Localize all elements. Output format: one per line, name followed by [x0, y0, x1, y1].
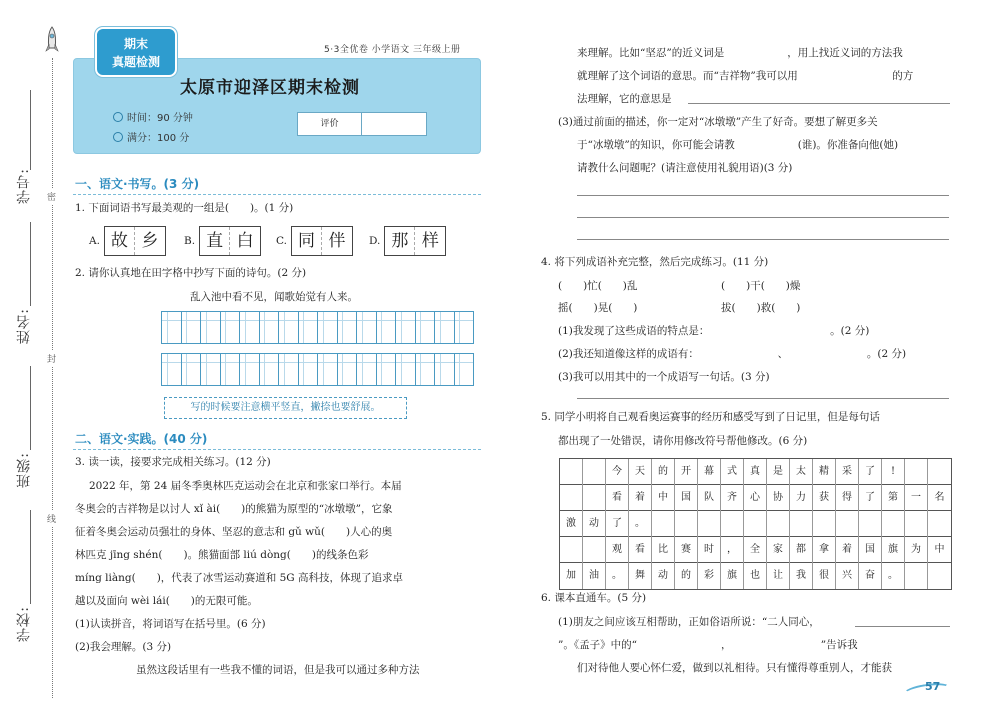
answer-line[interactable]: [855, 626, 950, 627]
part1-title: 一、语文·书写。(3 分): [75, 177, 200, 191]
option-d[interactable]: [369, 226, 446, 256]
q5-stem-line: 都出现了一处错误，请你用修改符号帮他修改。(6 分): [558, 435, 808, 447]
diary-cell: 观: [606, 537, 629, 563]
diary-cell: 中: [652, 485, 675, 511]
diary-cell: [583, 485, 606, 511]
binding-margin: [0, 0, 70, 707]
exam-title: 太原市迎泽区期末检测: [180, 78, 360, 98]
score-info: [113, 129, 189, 144]
diary-cell: 式: [721, 459, 744, 485]
poem-line: 乱入池中看不见，闻歌始觉有人来。: [190, 291, 358, 303]
passage-line: 征着冬奥会运动员强壮的身体、坚忍的意志和 gǔ wǔ( )人心的奥: [75, 526, 393, 538]
diary-row: [560, 485, 951, 511]
diary-cell: [928, 459, 951, 485]
name-label: 姓名:: [16, 308, 32, 344]
diary-cell: [859, 511, 882, 537]
q3-sub1: (1)认读拼音，将词语写在括号里。(6 分): [75, 618, 266, 630]
diary-cell: 油: [583, 563, 606, 589]
diary-cell: 。: [606, 563, 629, 589]
q3-cont-line: 就理解了这个词语的意思。而“吉祥物”我可以用 的方: [577, 70, 914, 82]
q3-sub2-text: 虽然这段话里有一些我不懂的词语，但是我可以通过多种方法: [136, 664, 420, 676]
idiom-blank[interactable]: ( )干( )燥: [721, 280, 801, 292]
char-cell: 伴: [328, 231, 346, 251]
student-number-label: 学号:: [16, 168, 32, 204]
diary-cell: [744, 511, 767, 537]
diary-cell: 都: [790, 537, 813, 563]
diary-cell: 第: [882, 485, 905, 511]
check-circle-icon: [113, 132, 123, 142]
name-field[interactable]: [30, 222, 31, 306]
char-cell: 故: [105, 227, 135, 255]
diary-cell: 真: [744, 459, 767, 485]
q3-stem: 3. 读一读，接要求完成相关练习。(12 分): [75, 456, 271, 468]
char-cell: 乡: [141, 231, 159, 251]
part2-title: 二、语文·实践。(40 分): [75, 432, 208, 446]
seal-mark-mi: 密: [47, 188, 56, 205]
diary-cell: 看: [629, 537, 652, 563]
char-cell: 那: [385, 227, 415, 255]
diary-cell: [652, 511, 675, 537]
diary-cell: 幕: [698, 459, 721, 485]
diary-cell: 今: [606, 459, 629, 485]
section-divider: [73, 194, 481, 195]
diary-cell: 奋: [859, 563, 882, 589]
diary-cell: 队: [698, 485, 721, 511]
cut-line: [52, 58, 53, 698]
diary-row: [560, 563, 951, 589]
school-field[interactable]: [30, 510, 31, 604]
diary-cell: 家: [767, 537, 790, 563]
passage-line: 林匹克 jīng shén( )。熊猫面部 liú dòng( )的线条色彩: [75, 549, 369, 561]
seal-mark-feng: 封: [47, 350, 56, 367]
diary-cell: [882, 511, 905, 537]
diary-row: [560, 459, 951, 485]
diary-cell: [928, 511, 951, 537]
badge-line-2: 真题检测: [111, 55, 160, 69]
diary-cell: 齐: [721, 485, 744, 511]
option-c[interactable]: [276, 226, 353, 256]
diary-row: [560, 537, 951, 563]
q3-sub3-line: 请教什么问题呢？(请注意使用礼貌用语)(3 分): [577, 162, 793, 174]
student-number-field[interactable]: [30, 90, 31, 170]
diary-cell: 中: [934, 544, 945, 555]
idiom-blank[interactable]: 拔( )救( ): [721, 302, 801, 314]
diary-cell: 了: [606, 511, 629, 537]
char-cell: 白: [236, 231, 254, 251]
diary-cell: 动: [652, 563, 675, 589]
q4-stem: 4. 将下列成语补充完整，然后完成练习。(11 分): [541, 256, 769, 268]
q5-stem-line: 5. 同学小明将自己观看奥运赛事的经历和感受写到了日记里，但是每句话: [541, 411, 880, 423]
tianzige-row-2[interactable]: [161, 353, 474, 386]
diary-cell: !: [882, 459, 905, 485]
diary-cell: 着: [629, 485, 652, 511]
diary-cell: [560, 537, 583, 563]
passage-line: 2022 年，第 24 届冬季奥林匹克运动会在北京和张家口举行。本届: [89, 480, 402, 492]
diary-cell: [790, 511, 813, 537]
q3-cont-line: 法理解，它的意思是: [577, 93, 672, 105]
class-field[interactable]: [30, 366, 31, 450]
diary-cell: 时: [698, 537, 721, 563]
section-divider: [73, 449, 481, 450]
rocket-icon: [44, 26, 60, 56]
diary-cell: 。: [882, 563, 905, 589]
class-label: 班级:: [16, 452, 32, 488]
diary-cell: 全: [744, 537, 767, 563]
diary-cell: 彩: [698, 563, 721, 589]
char-cell: 同: [292, 227, 322, 255]
diary-cell: 看: [606, 485, 629, 511]
passage-line: míng liàng( )，代表了冰雪运动赛道和 5G 高科技，体现了追求卓: [75, 572, 404, 584]
diary-cell: 拿: [813, 537, 836, 563]
passage-line: 冬奥会的吉祥物是以讨人 xǐ ài( )的熊猫为原型的“冰墩墩”，它象: [75, 503, 393, 515]
answer-line[interactable]: [577, 239, 949, 240]
diary-cell: 赛: [675, 537, 698, 563]
clock-icon: [113, 112, 123, 122]
diary-cell: 获: [813, 485, 836, 511]
diary-cell: 了: [859, 459, 882, 485]
diary-cell: [675, 511, 698, 537]
answer-line[interactable]: [577, 398, 949, 399]
diary-cell: [928, 563, 951, 589]
tianzige-row-1[interactable]: [161, 311, 474, 344]
diary-cell: 动: [583, 511, 606, 537]
diary-cell: [767, 511, 790, 537]
diary-cell: 天: [629, 459, 652, 485]
diary-cell: 名: [934, 492, 945, 503]
diary-cell: 的: [675, 563, 698, 589]
final-exam-badge: [95, 27, 177, 77]
option-letter: D.: [369, 235, 381, 247]
diary-cell: ，: [721, 537, 744, 563]
diary-cell: 心: [744, 485, 767, 511]
option-letter: C.: [276, 235, 287, 247]
diary-cell: [905, 459, 928, 485]
idiom-blank[interactable]: 摇( )晃( ): [558, 302, 638, 314]
q3-sub2: (2)我会理解。(3 分): [75, 641, 172, 653]
diary-cell: 协: [767, 485, 790, 511]
option-letter: A.: [89, 235, 100, 247]
diary-cell: [583, 537, 606, 563]
diary-cell: [560, 459, 583, 485]
diary-cell: 的: [652, 459, 675, 485]
evaluation-label: 评价: [298, 113, 362, 135]
diary-cell: 着: [836, 537, 859, 563]
q2-stem: 2. 请你认真地在田字格中抄写下面的诗句。(2 分): [75, 267, 307, 279]
diary-grid[interactable]: [559, 458, 952, 590]
diary-row: [560, 511, 951, 537]
q6-line: 们对待他人要心怀仁爱，做到以礼相待。只有懂得尊重别人，才能获: [577, 662, 892, 674]
full-score-text: 满分：100 分: [127, 133, 190, 144]
page-number: 57: [925, 680, 941, 693]
q1-stem: 1. 下面词语书写最美观的一组是( )。(1 分): [75, 202, 294, 214]
evaluation-field[interactable]: [362, 113, 426, 135]
diary-cell: 了: [859, 485, 882, 511]
q6-line: ”。《孟子》中的“ ， ”告诉我: [558, 639, 858, 651]
diary-cell: 是: [767, 459, 790, 485]
diary-cell: 旗: [721, 563, 744, 589]
q3-sub3-line: (3)通过前面的描述，你一定对“冰墩墩”产生了好奇。要想了解更多关: [558, 116, 878, 128]
diary-cell: [836, 511, 859, 537]
diary-cell: [905, 563, 928, 589]
diary-cell: [698, 511, 721, 537]
diary-cell: [721, 511, 744, 537]
time-text: 时间：90 分钟: [127, 113, 193, 124]
time-info: [113, 109, 193, 124]
option-a[interactable]: [89, 226, 166, 256]
q4-sub1: (1)我发现了这些成语的特点是： 。(2 分): [558, 325, 870, 337]
diary-cell: 比: [652, 537, 675, 563]
diary-cell: [560, 485, 583, 511]
diary-cell: [583, 459, 606, 485]
q6-line: (1)朋友之间应该互相帮助，正如俗语所说：“二人同心，: [558, 616, 820, 628]
series-label: 5·3全优卷 小学语文 三年级上册: [324, 45, 461, 55]
char-cell: 样: [421, 231, 439, 251]
passage-line: 越以及面向 wèi lái( )的无限可能。: [75, 595, 258, 607]
evaluation-box: [297, 112, 427, 136]
badge-line-1: 期末: [123, 37, 148, 51]
diary-cell: 得: [836, 485, 859, 511]
answer-line[interactable]: [688, 103, 950, 104]
diary-cell: 采: [836, 459, 859, 485]
diary-cell: [905, 511, 928, 537]
option-b[interactable]: [184, 226, 261, 256]
q4-sub3: (3)我可以用其中的一个成语写一句话。(3 分): [558, 371, 770, 383]
diary-cell: 兴: [836, 563, 859, 589]
diary-cell: 开: [675, 459, 698, 485]
diary-cell: 太: [790, 459, 813, 485]
diary-cell: 很: [813, 563, 836, 589]
char-cell: 直: [200, 227, 230, 255]
q6-stem: 6. 课本直通车。(5 分): [541, 592, 647, 604]
q4-sub2: (2)我还知道像这样的成语有： 、 。(2 分): [558, 348, 907, 360]
answer-line[interactable]: [577, 195, 949, 196]
q3-sub3-line: 于“冰墩墩”的知识，你可能会请教 (谁)。你准备向他(她): [577, 139, 899, 151]
diary-cell: 力: [790, 485, 813, 511]
diary-cell: 国: [675, 485, 698, 511]
school-label: 学校:: [16, 606, 32, 642]
writing-tip: 写的时候要注意横平竖直，撇捺也要舒展。: [164, 397, 407, 419]
q3-cont-line: 来理解。比如“坚忍”的近义词是 ，用上找近义词的方法我: [577, 47, 903, 59]
diary-cell: 旗: [882, 537, 905, 563]
diary-cell: 一: [905, 485, 928, 511]
diary-cell: 加: [560, 563, 583, 589]
diary-cell: 国: [859, 537, 882, 563]
option-letter: B.: [184, 235, 196, 247]
seal-mark-xian: 线: [47, 510, 56, 527]
diary-cell: 舞: [629, 563, 652, 589]
diary-cell: 也: [744, 563, 767, 589]
diary-cell: 为: [905, 537, 928, 563]
diary-cell: 。: [629, 511, 652, 537]
diary-cell: 激: [560, 511, 583, 537]
diary-cell: 我: [790, 563, 813, 589]
idiom-blank[interactable]: ( )忙( )乱: [558, 280, 638, 292]
diary-cell: [813, 511, 836, 537]
diary-cell: 精: [813, 459, 836, 485]
diary-cell: 让: [767, 563, 790, 589]
answer-line[interactable]: [577, 217, 949, 218]
